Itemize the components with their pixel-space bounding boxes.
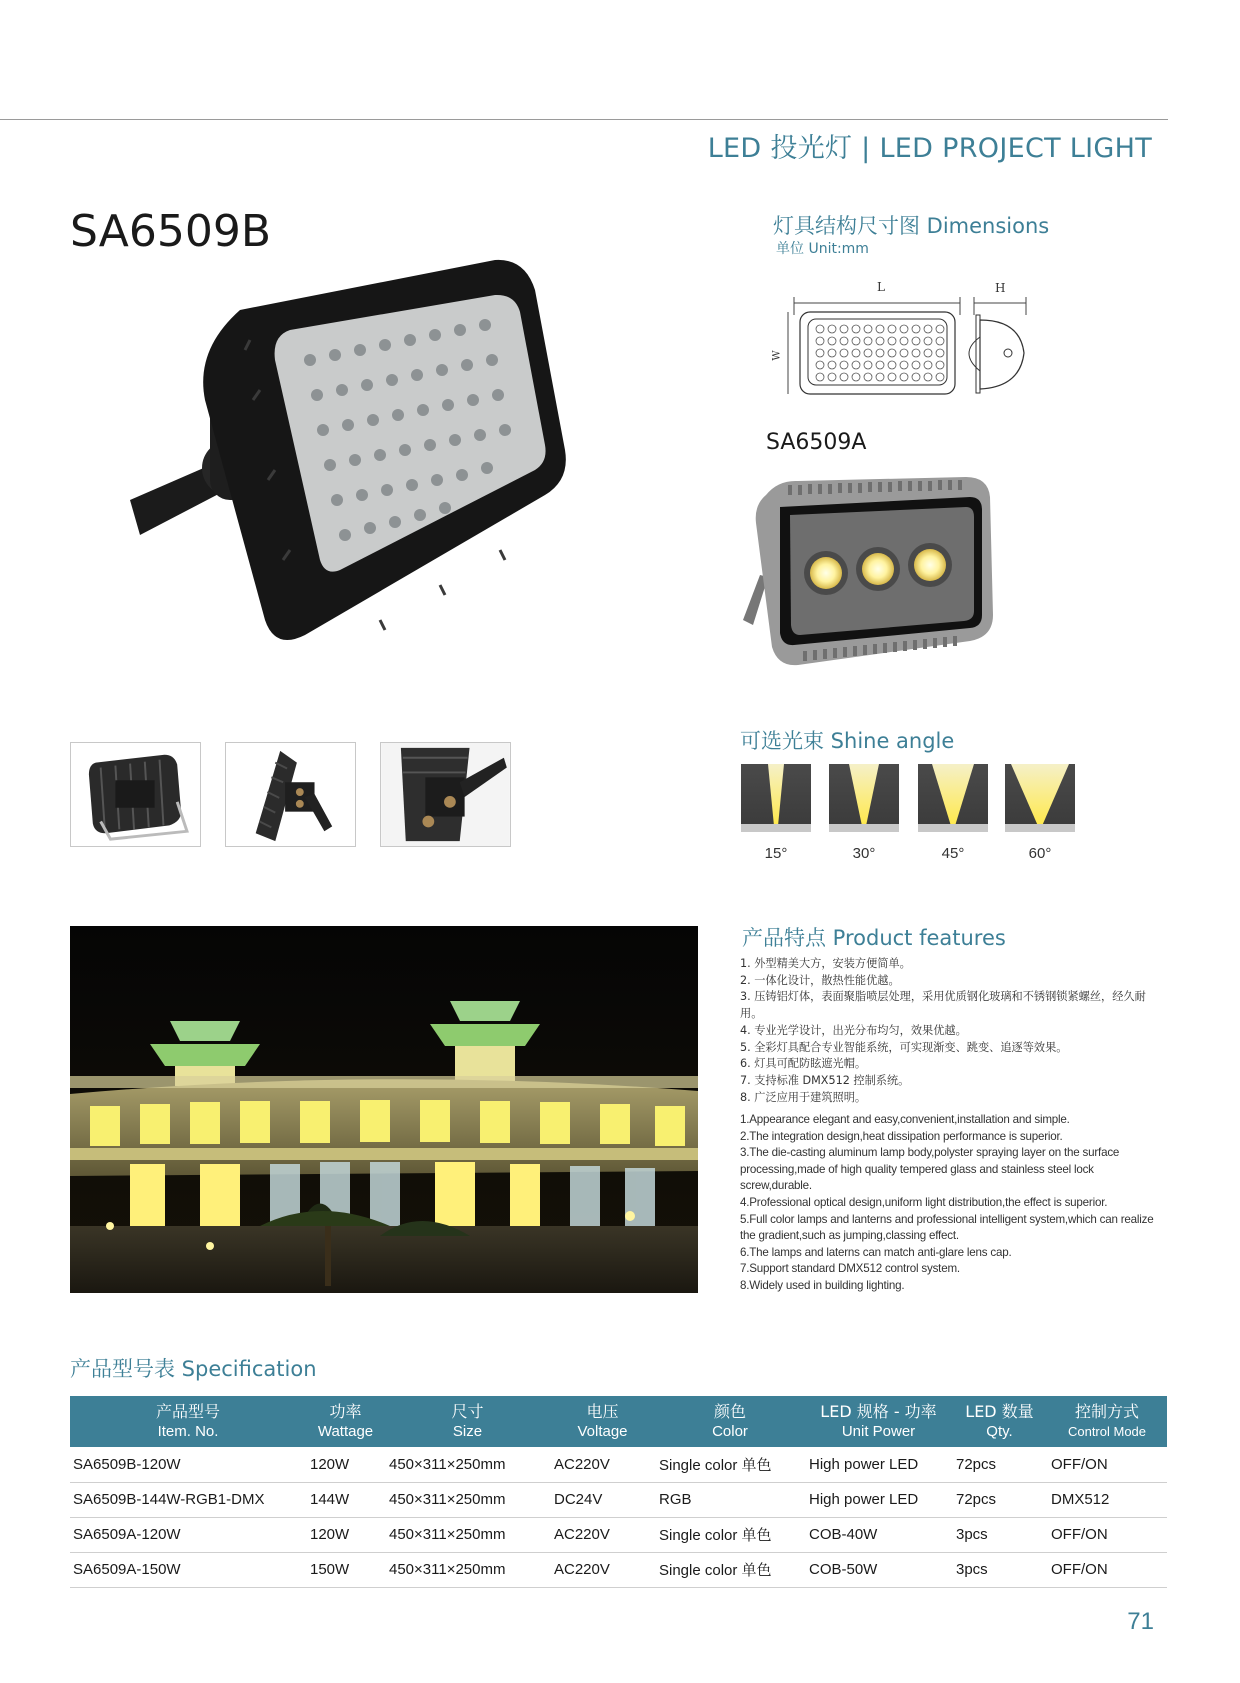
variant-product-image (738, 465, 993, 690)
dimension-label-length: L (877, 280, 885, 294)
dimension-label-height: H (995, 281, 1006, 295)
cell-wattage: 150W (306, 1552, 385, 1587)
feature-en-item: 5.Full color lamps and lanterns and professional intelligent system,which can realize the gradient,such as jumping,classing effect. (740, 1212, 1154, 1243)
cell-voltage: DC24V (550, 1482, 655, 1517)
cell-qty: 3pcs (952, 1517, 1047, 1552)
thumbnail-back-image (71, 743, 200, 846)
column-header-cn: LED 规格 - 功率 (820, 1402, 937, 1421)
variant-model-title: SA6509A (766, 430, 867, 455)
column-header-cn: 电压 (586, 1402, 619, 1421)
beam-30-icon (829, 764, 899, 832)
feature-en-item: 3.The die-casting aluminum lamp body,polyster spraying layer on the surface processing,made of high quality tempered glass and stainless steel lock screw,durable. (740, 1146, 1120, 1193)
cell-control-mode: OFF/ON (1047, 1517, 1167, 1552)
column-header-control-mode (1047, 1396, 1167, 1447)
column-header-en: Size (452, 1423, 483, 1440)
catalog-header-title: LED 投光灯 | LED PROJECT LIGHT (707, 133, 1152, 164)
cell-unit-power: COB-50W (805, 1552, 952, 1587)
column-header-en: Voltage (577, 1423, 628, 1440)
thumbnail-side-image (226, 743, 355, 846)
column-header-cn: 尺寸 (451, 1402, 484, 1421)
feature-en-item: 7.Support standard DMX512 control system. (740, 1262, 960, 1276)
features-cn-list (740, 956, 1160, 1106)
cell-qty: 3pcs (952, 1552, 1047, 1587)
features-title: 产品特点 Product features (742, 926, 1006, 950)
main-product-image (125, 250, 575, 685)
cell-qty: 72pcs (952, 1482, 1047, 1517)
cell-voltage: AC220V (550, 1447, 655, 1482)
table-row (70, 1482, 1167, 1517)
feature-cn-item: 3. 压铸铝灯体，表面聚脂喷层处理，采用优质钢化玻璃和不锈钢锁紧螺丝，经久耐用。 (740, 990, 1146, 1021)
table-header-row (70, 1396, 1167, 1447)
cell-voltage: AC220V (550, 1517, 655, 1552)
cell-size: 450×311×250mm (385, 1482, 550, 1517)
column-header-en: Color (712, 1423, 748, 1440)
column-header-en: Item. No. (157, 1423, 219, 1440)
feature-en-item: 2.The integration design,heat dissipation performance is superior. (740, 1129, 1063, 1143)
column-header-voltage (550, 1396, 655, 1447)
dimensions-title: 灯具结构尺寸图 Dimensions (773, 214, 1050, 238)
feature-cn-item: 4. 专业光学设计，出光分布均匀，效果优越。 (740, 1023, 967, 1037)
column-header-cn: 颜色 (713, 1402, 746, 1421)
feature-en-item: 6.The lamps and laterns can match anti-glare lens cap. (740, 1245, 1012, 1259)
column-header-cn: 产品型号 (155, 1402, 220, 1421)
cell-voltage: AC220V (550, 1552, 655, 1587)
feature-cn-item: 1. 外型精美大方，安装方便简单。 (740, 957, 911, 970)
feature-en-item: 4.Professional optical design,uniform light distribution,the effect is superior. (740, 1195, 1108, 1209)
feature-cn-item: 2. 一体化设计，散热性能优越。 (740, 973, 900, 987)
column-header-cn: LED 数量 (965, 1402, 1034, 1421)
table-row (70, 1517, 1167, 1552)
column-header-en: Control Mode (1067, 1424, 1147, 1439)
features-en-list (740, 1112, 1160, 1295)
cell-item-no: SA6509B-120W (70, 1447, 306, 1482)
beam-angle-label: 15° (764, 845, 788, 862)
cell-control-mode: OFF/ON (1047, 1552, 1167, 1587)
cell-unit-power: High power LED (805, 1482, 952, 1517)
product-model-title: SA6509B (70, 206, 272, 257)
dimension-label-width: W (771, 350, 783, 361)
feature-cn-item: 5. 全彩灯具配合专业智能系统，可实现渐变、跳变、追逐等效果。 (740, 1040, 1068, 1054)
beam-15-icon (741, 764, 811, 832)
cell-item-no: SA6509B-144W-RGB1-DMX (70, 1482, 306, 1517)
specification-title: 产品型号表 Specification (70, 1357, 317, 1381)
feature-cn-item: 8. 广泛应用于建筑照明。 (740, 1090, 867, 1104)
table-row (70, 1552, 1167, 1587)
cell-size: 450×311×250mm (385, 1447, 550, 1482)
column-header-en: Wattage (317, 1423, 374, 1440)
thumbnail-detail-image (381, 743, 510, 846)
header-rule (0, 119, 1168, 120)
feature-en-item: 1.Appearance elegant and easy,convenient,installation and simple. (740, 1113, 1070, 1126)
cell-size: 450×311×250mm (385, 1517, 550, 1552)
table-row (70, 1447, 1167, 1482)
column-header-wattage (306, 1396, 385, 1447)
cell-item-no: SA6509A-150W (70, 1552, 306, 1587)
cell-control-mode: DMX512 (1047, 1482, 1167, 1517)
dimensions-unit: 单位 Unit:mm (776, 241, 869, 257)
column-header-unit-power (805, 1396, 952, 1447)
cell-unit-power: COB-40W (805, 1517, 952, 1552)
application-night-photo (70, 926, 698, 1293)
cell-color: Single color 单色 (655, 1517, 805, 1552)
feature-en-item: 8.Widely used in building lighting. (740, 1278, 905, 1292)
cell-color: Single color 单色 (655, 1447, 805, 1482)
thumbnail-detail-view[interactable] (380, 742, 511, 847)
column-header-item-no (70, 1396, 306, 1447)
column-header-en: Unit Power (841, 1423, 916, 1440)
cell-wattage: 144W (306, 1482, 385, 1517)
cell-color: RGB (655, 1482, 805, 1517)
cell-wattage: 120W (306, 1517, 385, 1552)
column-header-cn: 功率 (329, 1402, 362, 1421)
cell-size: 450×311×250mm (385, 1552, 550, 1587)
cell-qty: 72pcs (952, 1447, 1047, 1482)
specification-table (70, 1396, 1167, 1588)
thumbnail-side-view[interactable] (225, 742, 356, 847)
cell-wattage: 120W (306, 1447, 385, 1482)
dimensions-drawing (780, 275, 1040, 415)
page-number: 71 (1127, 1608, 1154, 1635)
beam-60-icon (1005, 764, 1075, 832)
beam-angle-label: 60° (1028, 845, 1052, 862)
shine-angle-title: 可选光束 Shine angle (740, 729, 955, 753)
column-header-en: Qty. (986, 1423, 1013, 1440)
beam-angle-label: 45° (941, 845, 965, 862)
thumbnail-back-view[interactable] (70, 742, 201, 847)
feature-cn-item: 7. 支持标准 DMX512 控制系统。 (740, 1073, 910, 1087)
column-header-qty (952, 1396, 1047, 1447)
column-header-size (385, 1396, 550, 1447)
cell-unit-power: High power LED (805, 1447, 952, 1482)
column-header-cn: 控制方式 (1074, 1402, 1139, 1421)
cell-control-mode: OFF/ON (1047, 1447, 1167, 1482)
cell-color: Single color 单色 (655, 1552, 805, 1587)
cell-item-no: SA6509A-120W (70, 1517, 306, 1552)
feature-cn-item: 6. 灯具可配防眩遮光帽。 (740, 1057, 867, 1071)
beam-45-icon (918, 764, 988, 832)
column-header-color (655, 1396, 805, 1447)
beam-angle-label: 30° (852, 845, 876, 862)
